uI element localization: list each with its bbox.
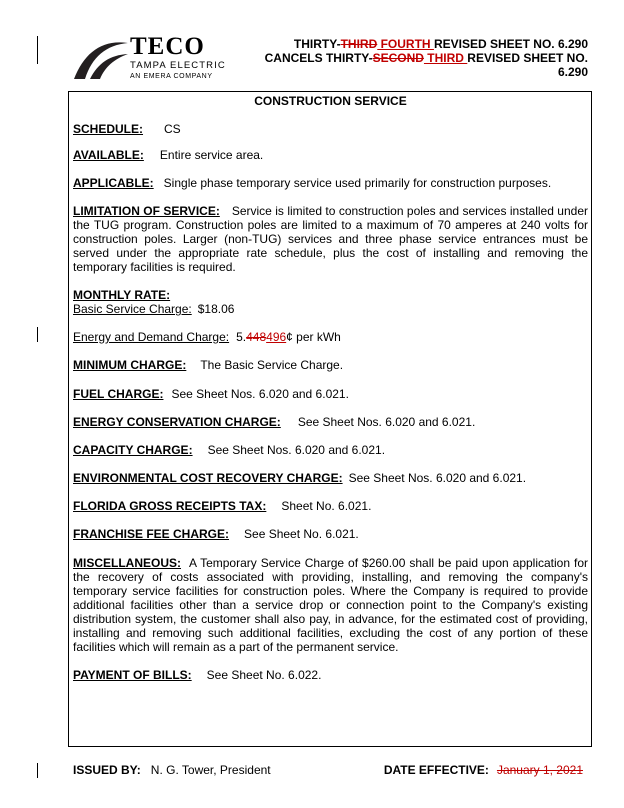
revision-change-bar xyxy=(37,763,38,778)
grt-value: Sheet No. 6.021. xyxy=(281,499,372,513)
inserted-text: THIRD xyxy=(423,51,468,65)
applicable-value: Single phase temporary service used primarily for construction purposes. xyxy=(163,176,552,190)
revision-change-bar xyxy=(37,36,38,64)
minimum-label: MINIMUM CHARGE: xyxy=(73,358,187,372)
deleted-text: 448 xyxy=(246,330,267,344)
logo-tagline: AN EMERA COMPANY xyxy=(130,73,213,80)
capacity-value: See Sheet Nos. 6.020 and 6.021. xyxy=(207,443,386,457)
basic-charge-label: Basic Service Charge: xyxy=(73,302,192,316)
schedule-label: SCHEDULE: xyxy=(73,122,144,136)
sheet-header-line2: CANCELS THIRTY-SECOND THIRD REVISED SHEET NO. xyxy=(264,51,588,65)
limitation-value: Service is limited to construction poles and services installed under the TUG program. Construction poles are limited to a maximum of 70 amperes at 240 volts for construction poles. Larger (non-TUG) services and three phase service entrances must be served under the appropriate rate schedule, plus the cost of installing and removing the temporary facilities is required. xyxy=(73,204,588,274)
issued-label: ISSUED BY: xyxy=(73,763,141,777)
minimum-charge-section xyxy=(73,358,588,372)
sheet-number-header xyxy=(248,37,588,79)
date-effective xyxy=(384,763,583,777)
grt-label: FLORIDA GROSS RECEIPTS TAX: xyxy=(73,499,267,513)
applicable-section xyxy=(73,176,588,190)
tariff-body xyxy=(73,94,588,682)
date-label: DATE EFFECTIVE: xyxy=(383,763,489,777)
available-section xyxy=(73,148,588,162)
document-title: CONSTRUCTION SERVICE xyxy=(254,94,407,108)
available-value: Entire service area. xyxy=(159,148,264,162)
deleted-text: SECOND xyxy=(372,51,424,65)
payment-section xyxy=(73,668,588,682)
schedule-value: CS xyxy=(164,122,181,136)
monthly-rate-section xyxy=(73,288,588,316)
franchise-value: See Sheet No. 6.021. xyxy=(244,527,359,541)
limitation-label: LIMITATION OF SERVICE: xyxy=(73,204,220,218)
sheet-header-line3: 6.290 xyxy=(557,65,588,79)
minimum-value: The Basic Service Charge. xyxy=(200,358,344,372)
available-label: AVAILABLE: xyxy=(73,148,144,162)
limitation-section xyxy=(73,204,588,274)
issued-value: N. G. Tower, President xyxy=(150,763,271,777)
environmental-label: ENVIRONMENTAL COST RECOVERY CHARGE: xyxy=(73,471,343,485)
issued-by xyxy=(73,763,271,777)
date-value: January 1, 2021 xyxy=(496,763,583,777)
payment-label: PAYMENT OF BILLS: xyxy=(73,668,192,682)
capacity-charge-section xyxy=(73,443,588,457)
misc-value: A Temporary Service Charge of $260.00 shall be paid upon application for the recovery of costs associated with providing, installing, and removing the company's temporary service facilities for construction poles. Where the Company is required to provide additional facilities other than a service drop or connection point to the Company's existing distribution system, the customer shall also pay, in advance, for the estimated cost of providing, installing and removing such additional facilities, excluding the cost of any portion of these facilities which will remain as a part of the permanent service. xyxy=(73,556,588,654)
environmental-charge-section xyxy=(73,471,588,485)
logo-subtitle: TAMPA ELECTRIC xyxy=(130,60,226,71)
payment-value: See Sheet No. 6.022. xyxy=(206,668,322,682)
inserted-text: FOURTH xyxy=(377,37,434,51)
swoosh-logo-icon xyxy=(72,33,130,83)
company-logo xyxy=(72,33,252,83)
applicable-label: APPLICABLE: xyxy=(73,176,154,190)
monthly-rate-label: MONTHLY RATE: xyxy=(73,288,171,302)
fuel-charge-section xyxy=(73,387,588,401)
conservation-charge-section xyxy=(73,415,588,429)
environmental-value: See Sheet Nos. 6.020 and 6.021. xyxy=(348,471,527,485)
sheet-header-line1: THIRTY-THIRD FOURTH REVISED SHEET NO. 6.290 xyxy=(293,37,588,51)
conservation-value: See Sheet Nos. 6.020 and 6.021. xyxy=(297,415,476,429)
fuel-label: FUEL CHARGE: xyxy=(73,387,164,401)
basic-charge-value: $18.06 xyxy=(197,302,235,316)
franchise-fee-section xyxy=(73,527,588,541)
franchise-label: FRANCHISE FEE CHARGE: xyxy=(73,527,230,541)
logo-brand: TECO xyxy=(130,33,205,60)
energy-charge-value: 5.448496¢ per kWh xyxy=(236,330,341,344)
revision-change-bar xyxy=(37,327,38,342)
inserted-text: 496 xyxy=(266,330,287,344)
gross-receipts-tax-section xyxy=(73,499,588,513)
energy-charge-label: Energy and Demand Charge: xyxy=(73,330,230,344)
miscellaneous-section xyxy=(73,556,588,654)
deleted-text: THIRD xyxy=(340,37,378,51)
conservation-label: ENERGY CONSERVATION CHARGE: xyxy=(73,415,281,429)
misc-label: MISCELLANEOUS: xyxy=(73,556,181,570)
fuel-value: See Sheet Nos. 6.020 and 6.021. xyxy=(171,387,349,401)
energy-charge-section xyxy=(73,330,588,344)
schedule-section xyxy=(73,122,588,136)
capacity-label: CAPACITY CHARGE: xyxy=(73,443,193,457)
